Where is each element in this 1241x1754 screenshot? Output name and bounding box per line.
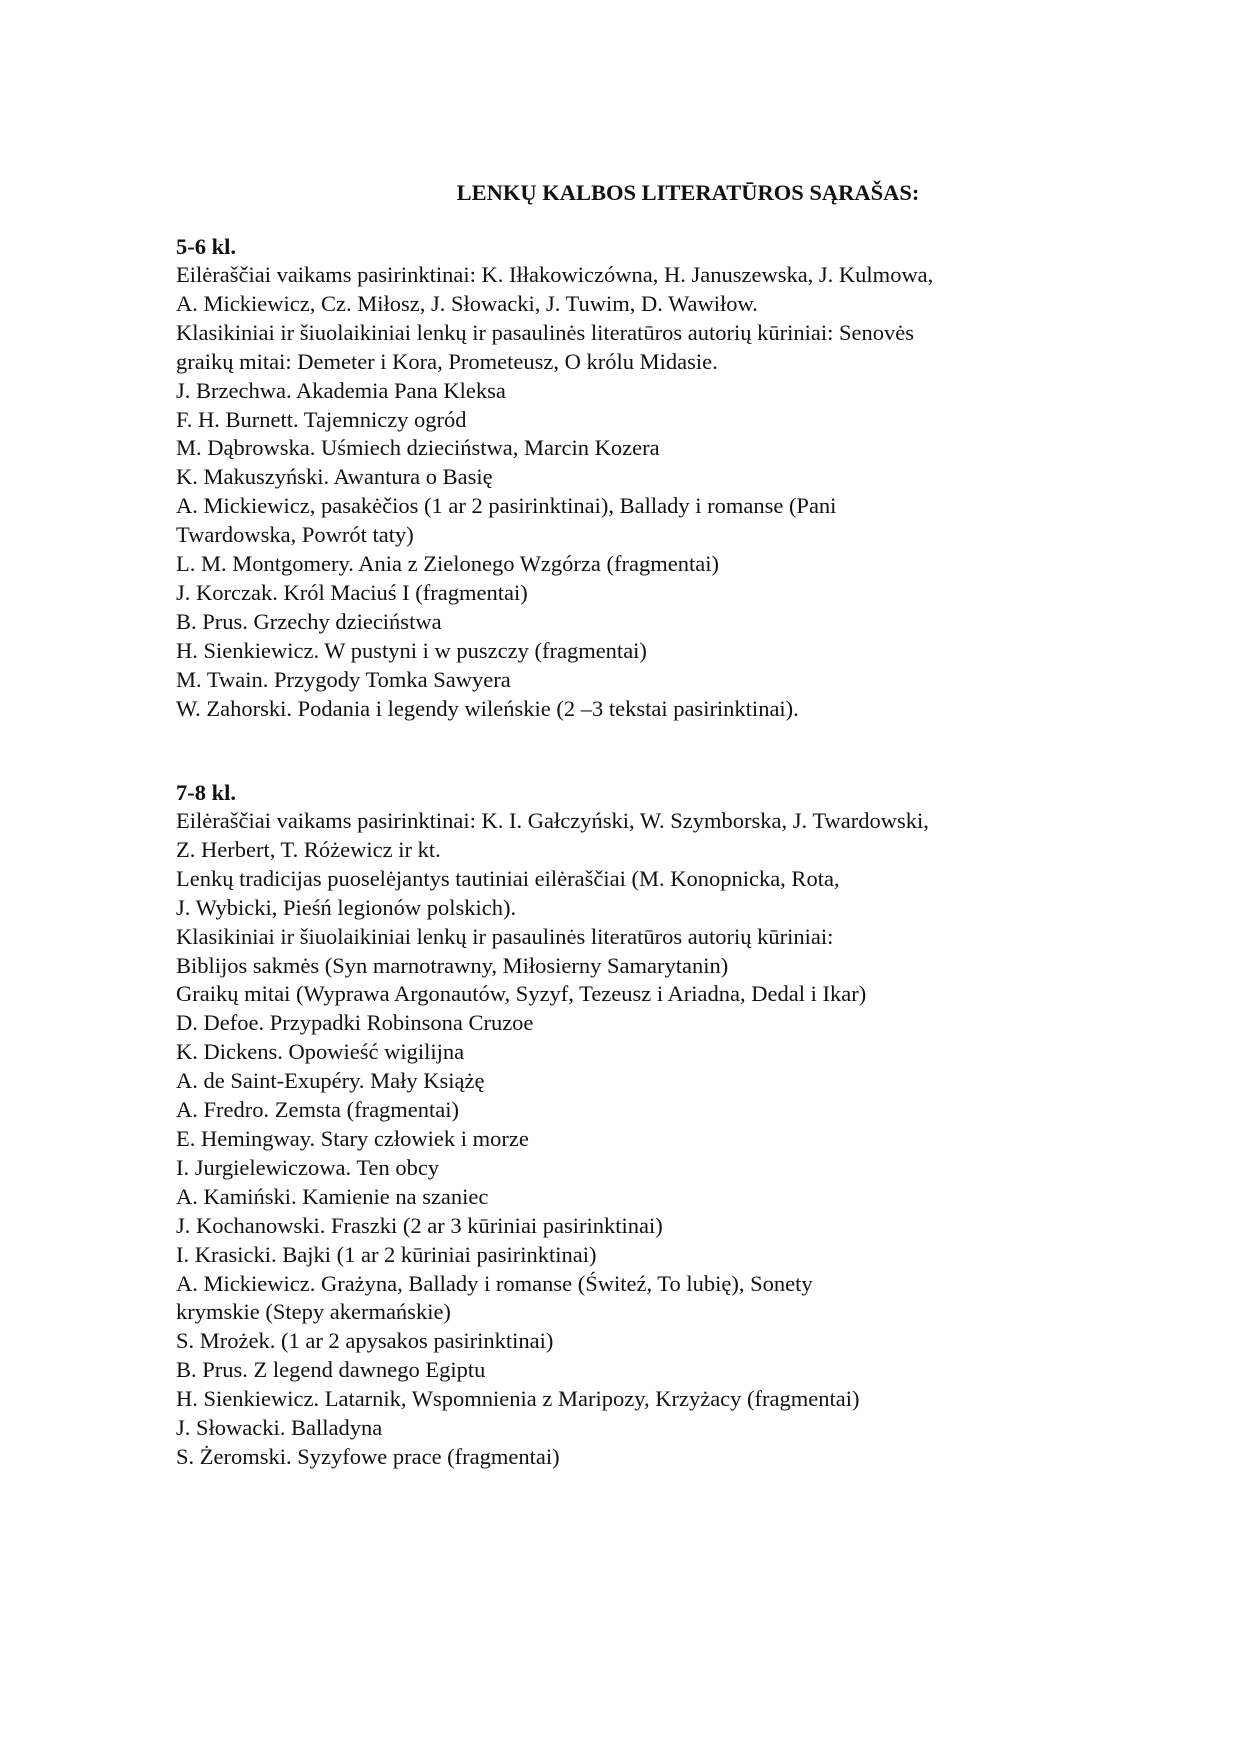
list-line: H. Sienkiewicz. Latarnik, Wspomnienia z Maripozy, Krzyżacy (fragmentai) <box>176 1386 860 1412</box>
list-line: A. Mickiewicz, pasakėčios (1 ar 2 pasirinktinai), Ballady i romanse (Pani <box>176 493 837 519</box>
list-line: K. Dickens. Opowieść wigilijna <box>176 1039 465 1065</box>
list-line: Lenkų tradicijas puoselėjantys tautiniai eilėraščiai (M. Konopnicka, Rota, <box>176 865 840 891</box>
list-line: B. Prus. Z legend dawnego Egiptu <box>176 1357 486 1383</box>
list-line: J. Słowacki. Balladyna <box>176 1415 383 1441</box>
list-line: A. Mickiewicz. Grażyna, Ballady i romanse (Świteź, To lubię), Sonety <box>176 1270 813 1296</box>
list-line: A. Kamiński. Kamienie na szaniec <box>176 1183 489 1209</box>
list-line: A. de Saint-Exupéry. Mały Książę <box>176 1068 485 1094</box>
list-line: Klasikiniai ir šiuolaikiniai lenkų ir pasaulinės literatūros autorių kūriniai: Senovės <box>176 319 914 345</box>
list-line: Graikų mitai (Wyprawa Argonautów, Syzyf, Tezeusz i Ariadna, Dedal i Ikar) <box>176 981 867 1007</box>
list-line: L. M. Montgomery. Ania z Zielonego Wzgórza (fragmentai) <box>176 551 719 577</box>
list-line: J. Kochanowski. Fraszki (2 ar 3 kūriniai pasirinktinai) <box>176 1212 663 1238</box>
list-line: A. Fredro. Zemsta (fragmentai) <box>176 1097 460 1123</box>
list-line: krymskie (Stepy akermańskie) <box>176 1299 451 1325</box>
section-grade-7-8 <box>176 778 1076 1472</box>
list-line: J. Brzechwa. Akademia Pana Kleksa <box>176 377 506 403</box>
list-line: Eilėraščiai vaikams pasirinktinai: K. Iłłakowiczówna, H. Januszewska, J. Kulmowa, <box>176 262 934 287</box>
list-line: I. Jurgielewiczowa. Ten obcy <box>176 1154 440 1180</box>
list-line: D. Defoe. Przypadki Robinsona Cruzoe <box>176 1010 534 1036</box>
list-line: Z. Herbert, T. Różewicz ir kt. <box>176 836 441 862</box>
list-line: F. H. Burnett. Tajemniczy ogród <box>176 406 467 432</box>
list-line: J. Wybicki, Pieśń legionów polskich). <box>176 894 517 920</box>
section-heading: 7-8 kl. <box>176 780 237 805</box>
list-line: H. Sienkiewicz. W pustyni i w puszczy (fragmentai) <box>176 637 647 663</box>
list-line: Biblijos sakmės (Syn marnotrawny, Miłosierny Samarytanin) <box>176 952 729 978</box>
list-line: Twardowska, Powrót taty) <box>176 522 414 548</box>
list-line: E. Hemingway. Stary człowiek i morze <box>176 1125 529 1151</box>
list-line: K. Makuszyński. Awantura o Basię <box>176 464 493 490</box>
list-line: J. Korczak. Król Maciuś I (fragmentai) <box>176 579 528 605</box>
list-line: S. Mrożek. (1 ar 2 apysakos pasirinktinai) <box>176 1328 554 1354</box>
document-title: LENKŲ KALBOS LITERATŪROS SĄRAŠAS: <box>456 180 920 205</box>
list-line: M. Dąbrowska. Uśmiech dzieciństwa, Marcin Kozera <box>176 435 660 461</box>
list-line: I. Krasicki. Bajki (1 ar 2 kūriniai pasirinktinai) <box>176 1241 597 1267</box>
list-line: S. Żeromski. Syzyfowe prace (fragmentai) <box>176 1443 560 1469</box>
list-line: graikų mitai: Demeter i Kora, Prometeusz, O królu Midasie. <box>176 348 718 374</box>
list-line: W. Zahorski. Podania i legendy wileńskie (2 –3 tekstai pasirinktinai). <box>176 695 799 721</box>
list-line: B. Prus. Grzechy dzieciństwa <box>176 608 442 634</box>
section-heading: 5-6 kl. <box>176 234 237 259</box>
list-line: Klasikiniai ir šiuolaikiniai lenkų ir pasaulinės literatūros autorių kūriniai: <box>176 923 834 949</box>
list-line: A. Mickiewicz, Cz. Miłosz, J. Słowacki, J. Tuwim, D. Wawiłow. <box>176 290 758 316</box>
section-grade-5-6 <box>176 232 1076 724</box>
list-line: M. Twain. Przygody Tomka Sawyera <box>176 666 511 692</box>
list-line: Eilėraščiai vaikams pasirinktinai: K. I. Gałczyński, W. Szymborska, J. Twardowski, <box>176 808 929 833</box>
